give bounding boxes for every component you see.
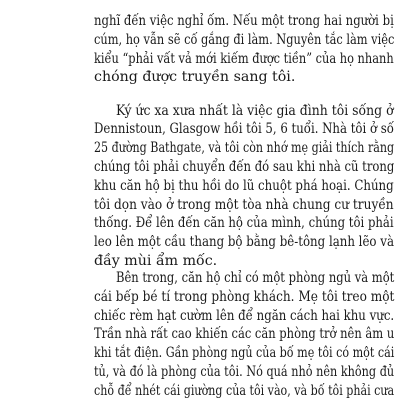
text-line: chiếc rèm hạt cườm lên để ngăn cách hai khu vực. <box>94 307 395 324</box>
text-line: đầy mùi ẩm mốc. <box>94 253 218 270</box>
text-line: chóng được truyền sang tôi. <box>94 69 296 86</box>
text-line: Dennistoun, Glasgow hồi tôi 5, 6 tuổi. Nhà tôi ở số <box>94 121 394 138</box>
text-line: tôi dọn vào ở trong một tòa nhà chung cư truyền <box>94 196 394 213</box>
text-line: Trần nhà rất cao khiến các căn phòng trở nên âm u <box>94 326 395 343</box>
text-line: thống. Để lên đến căn hộ của mình, chúng tôi phải <box>94 215 394 232</box>
text-line: khi tắt điện. Gần phòng ngủ của bố mẹ tôi có một cái <box>94 345 395 362</box>
text-line: khu căn hộ bị thu hồi do lũ chuột phá hoại. Chúng <box>94 177 394 194</box>
text-line: chỗ để nhét cái giường của tôi vào, và bố tôi phải cưa <box>94 382 395 399</box>
text-line: nghĩ đến việc nghỉ ốm. Nếu một trong hai người bị <box>94 13 394 29</box>
text-line: Ký ức xa xưa nhất là việc gia đình tôi sống ở <box>116 102 394 119</box>
text-line: cúm, họ vẫn sẽ cố gắng đi làm. Nguyên tắc làm việc <box>94 31 395 48</box>
text-line: 25 đường Bathgate, và tôi còn nhớ mẹ giải thích rằng <box>94 140 395 157</box>
text-line: kiểu “phải vất vả mới kiếm được tiền” của họ nhanh <box>94 50 394 67</box>
text-line: leo lên một cầu thang bộ bằng bê-tông lạnh lẽo và <box>94 234 394 251</box>
text-line: tủ, và đó là phòng của tôi. Nó quá nhỏ nên không đủ <box>94 364 395 381</box>
text-line: cái bếp bé tí trong phòng khách. Mẹ tôi treo một <box>94 288 395 305</box>
text-line: chúng tôi phải chuyển đến đó sau khi nhà cũ trong <box>94 158 395 175</box>
text-line: Bên trong, căn hộ chỉ có một phòng ngủ và một <box>116 270 395 287</box>
